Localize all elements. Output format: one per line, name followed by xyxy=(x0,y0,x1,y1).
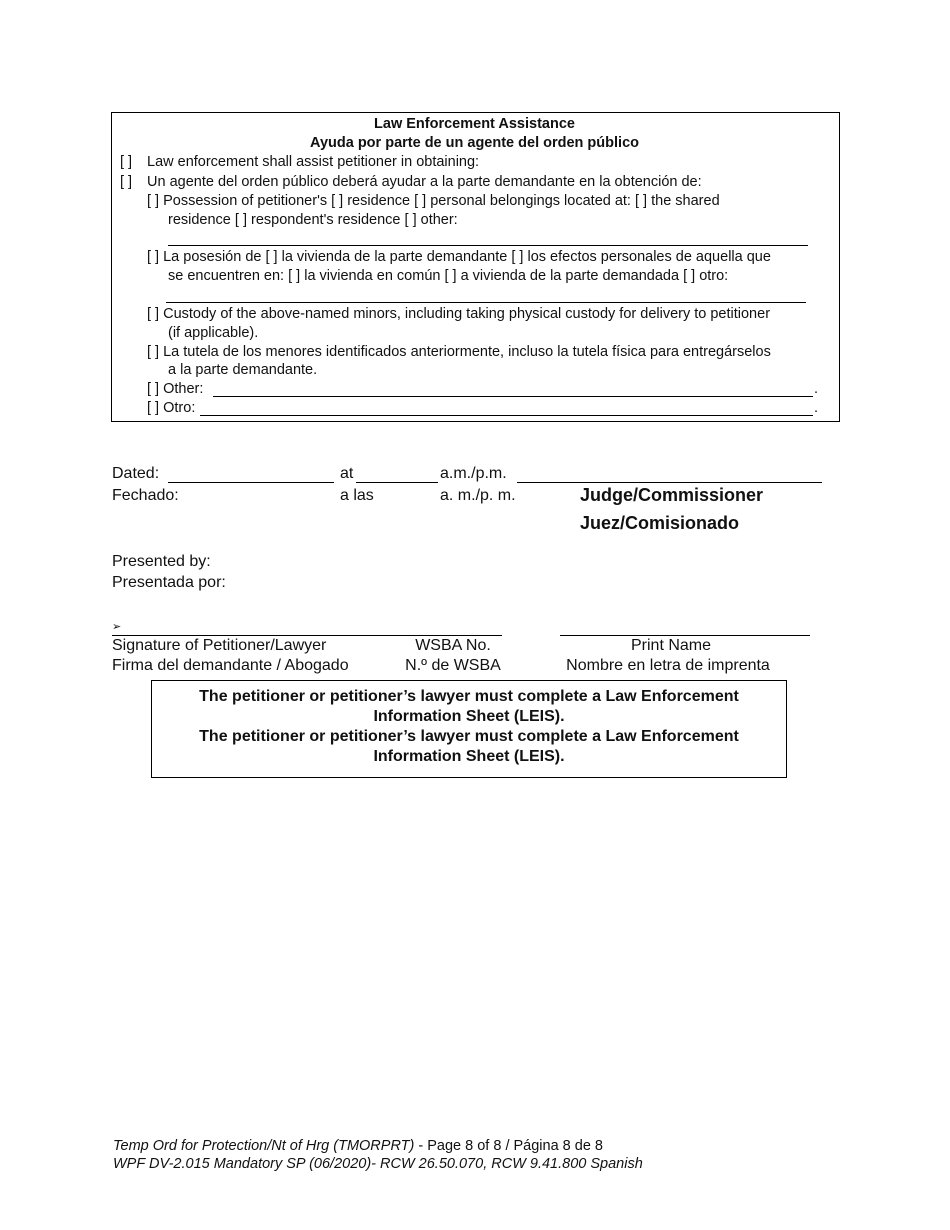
date-field[interactable] xyxy=(168,482,334,483)
print-name-label-es: Nombre en letra de imprenta xyxy=(566,657,770,674)
section-title-en: Law Enforcement Assistance xyxy=(374,116,575,132)
custody-option-en[interactable]: [ ] Custody of the above-named minors, including taking physical custody for delivery to petitioner xyxy=(147,306,771,322)
footer-form-title: Temp Ord for Protection/Nt of Hrg (TMORPRT) xyxy=(113,1138,415,1154)
custody-option-en-cont: (if applicable). xyxy=(168,325,259,341)
custody-option-es[interactable]: [ ] La tutela de los menores identificados anteriormente, incluso la tutela física para entregárselos xyxy=(147,344,771,360)
possession-option-en[interactable]: [ ] Possession of petitioner's [ ] residence [ ] personal belongings located at: [ ] the shared xyxy=(147,193,720,209)
section-title-es: Ayuda por parte de un agente del orden público xyxy=(310,135,639,151)
other-option-es[interactable]: [ ] Otro: xyxy=(147,400,196,416)
assist-checkbox-en[interactable]: [ ] xyxy=(120,154,133,170)
at-label-es: a las xyxy=(340,487,374,504)
assist-text-en: Law enforcement shall assist petitioner in obtaining: xyxy=(147,154,480,170)
assist-text-es: Un agente del orden público deberá ayudar a la parte demandante en la obtención de: xyxy=(147,174,702,190)
dated-label-es: Fechado: xyxy=(112,487,179,504)
other-period-en: . xyxy=(814,381,819,397)
signature-label-en: Signature of Petitioner/Lawyer xyxy=(112,637,327,654)
at-label-en: at xyxy=(340,465,354,482)
footer-page-number: - Page 8 of 8 / Página 8 de 8 xyxy=(414,1138,603,1154)
leis-notice-es-1: The petitioner or petitioner’s lawyer must complete a Law Enforcement xyxy=(199,728,739,745)
ampm-label-es: a. m./p. m. xyxy=(440,487,516,504)
possession-option-es-cont: se encuentren en: [ ] la vivienda en común [ ] a vivienda de la parte demandada [ ] otro: xyxy=(168,268,729,284)
leis-notice-en-2: Information Sheet (LEIS). xyxy=(373,708,565,725)
judge-signature-line[interactable] xyxy=(517,482,822,483)
dated-label-en: Dated: xyxy=(112,465,160,482)
footer-line-2: WPF DV-2.015 Mandatory SP (06/2020)- RCW 26.50.070, RCW 9.41.800 Spanish xyxy=(113,1156,643,1172)
possession-other-blank-en[interactable] xyxy=(168,245,808,246)
wsba-label-es: N.º de WSBA xyxy=(405,657,501,674)
presented-by-en: Presented by: xyxy=(112,553,211,570)
print-name-line[interactable] xyxy=(560,635,810,636)
other-blank-es[interactable] xyxy=(200,415,813,416)
possession-option-es[interactable]: [ ] La posesión de [ ] la vivienda de la parte demandante [ ] los efectos personales de aquella que xyxy=(147,249,771,265)
possession-other-blank-es[interactable] xyxy=(166,302,806,303)
print-name-label-en: Print Name xyxy=(630,637,712,654)
presented-by-es: Presentada por: xyxy=(112,574,226,591)
other-blank-en[interactable] xyxy=(213,396,813,397)
custody-option-es-cont: a la parte demandante. xyxy=(168,362,318,378)
assist-checkbox-es[interactable]: [ ] xyxy=(120,174,133,190)
wsba-label-en: WSBA No. xyxy=(415,637,491,654)
other-option-en[interactable]: [ ] Other: xyxy=(147,381,204,397)
leis-notice-es-2: Information Sheet (LEIS). xyxy=(373,748,565,765)
footer-line-1 xyxy=(113,1138,603,1154)
signature-arrow-icon: ➢ xyxy=(112,621,122,633)
judge-title-es: Juez/Comisionado xyxy=(580,513,740,533)
petitioner-signature-line[interactable] xyxy=(112,635,502,636)
time-field[interactable] xyxy=(356,482,438,483)
other-period-es: . xyxy=(814,400,819,416)
signature-label-es: Firma del demandante / Abogado xyxy=(112,657,349,674)
ampm-label-en: a.m./p.m. xyxy=(440,465,507,482)
leis-notice-en-1: The petitioner or petitioner’s lawyer must complete a Law Enforcement xyxy=(199,688,739,705)
possession-option-en-cont: residence [ ] respondent's residence [ ] other: xyxy=(168,212,458,228)
judge-title-en: Judge/Commissioner xyxy=(580,485,764,505)
